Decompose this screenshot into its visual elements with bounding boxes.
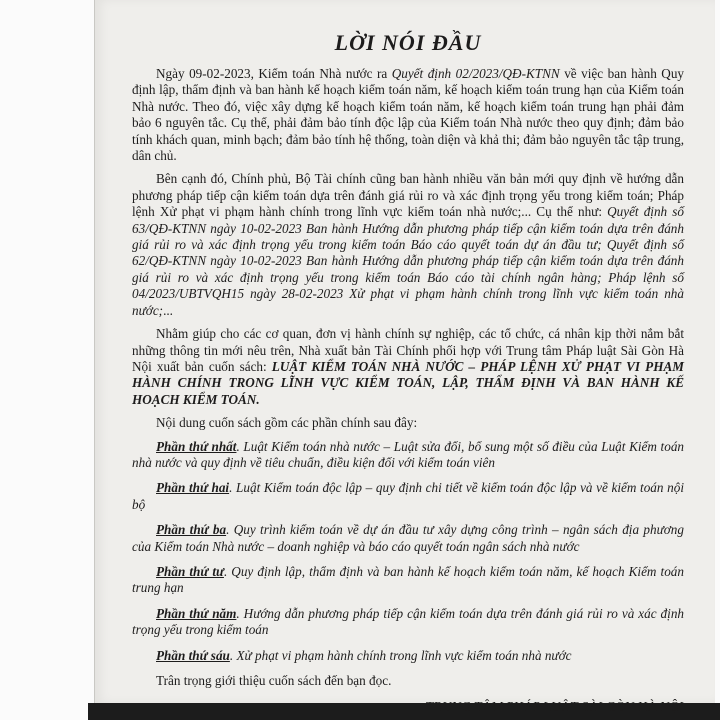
part-label: Phần thứ sáu: [156, 647, 230, 663]
book-title: LUẬT KIỂM TOÁN NHÀ NƯỚC – PHÁP LỆNH XỬ PHẠT VI PHẠM HÀNH CHÍNH TRONG LĨNH VỰC KIỂM TOÁN, LẬP, THẨM ĐỊNH VÀ BAN HÀNH KẾ HOẠCH KIỂM TOÁN.: [132, 358, 684, 407]
part-item: [132, 522, 684, 555]
part-text: . Hướng dẫn phương pháp tiếp cận kiểm toán dựa trên đánh giá rủi ro và xác định trọng yếu trong kiểm toán: [132, 605, 685, 638]
p1-text-c: về việc ban hành Quy định lập, thẩm định và ban hành kế hoạch kiểm toán năm, kế hoạch kiểm toán trung hạn của Kiểm toán Nhà nước. Theo đó, việc xây dựng kế hoạch kiểm toán năm, kế hoạch kiểm toán trung hạn phải đảm bảo 6 nguyên tắc. Cụ thể, phải đảm bảo tính độc lập của Kiểm toán Nhà nước theo quy định; đảm bảo tính khách quan, minh bạch; đảm bảo tính hệ thống, toàn diện và khả thi; đảm bảo nguyên tắc tập trung, dân chủ.: [132, 66, 685, 164]
part-item: [132, 648, 684, 664]
p2-document-list: Quyết định số 63/QĐ-KTNN ngày 10-02-2023 Ban hành Hướng dẫn phương pháp tiếp cận kiểm toán dựa trên đánh giá rủi ro và xác định trọng yếu trong kiểm toán Báo cáo quyết toán dự án đầu tư; Quyết định số 62/QĐ-KTNN ngày 10-02-2023 Ban hành Hướng dẫn phương pháp tiếp cận kiểm toán dựa trên đánh giá rủi ro và xác định trọng yếu trong kiểm toán Báo cáo tài chính ngân hàng; Pháp lệnh số 04/2023/UBTVQH15 ngày 28-02-2023 Xử phạt vi phạm hành chính trong lĩnh vực kiểm toán nhà nước;: [132, 204, 684, 318]
paragraph-4: Nội dung cuốn sách gồm các phần chính sau đây:: [156, 415, 418, 431]
paragraph-2: [132, 171, 684, 319]
part-item: [132, 439, 684, 472]
part-label: Phần thứ ba: [156, 522, 227, 538]
part-item: [132, 564, 684, 597]
part-text: . Quy trình kiểm toán về dự án đầu tư xây dựng công trình – ngân sách địa phương của Kiểm toán Nhà nước – doanh nghiệp và báo cáo quyết toán ngân sách nhà nước: [132, 522, 684, 554]
part-label: Phần thứ tư: [156, 563, 224, 579]
part-item: [132, 606, 684, 639]
part-label: Phần thứ hai: [156, 480, 230, 496]
part-text: . Luật Kiểm toán độc lập – quy định chi tiết về kiểm toán độc lập và về kiểm toán nội bộ: [132, 480, 684, 512]
part-text: . Luật Kiểm toán nhà nước – Luật sửa đổi, bổ sung một số điều của Luật Kiểm toán nhà nước và quy định về tiêu chuẩn, điều kiện đối với kiểm toán viên: [132, 438, 685, 470]
part-item: [132, 480, 684, 513]
signature: TRUNG TÂM PHÁP LUẬT SÀI GÒN HÀ NỘI: [425, 699, 684, 715]
page-title: LỜI NÓI ĐẦU: [334, 30, 482, 55]
page-content: [132, 30, 684, 723]
paragraph-3: [132, 326, 684, 408]
p2-text-a: Bên cạnh đó, Chính phủ, Bộ Tài chính cũng ban hành nhiều văn bản mới quy định về hướng dẫn phương pháp tiếp cận kiểm toán dựa trên đánh giá rủi ro và xác định trọng yếu trong kiểm toán; Pháp lệnh Xử phạt vi phạm hành chính trong lĩnh vực kiểm toán nhà nước;... Cụ thể như:: [132, 171, 684, 220]
p2-text-c: ...: [163, 302, 173, 318]
part-label: Phần thứ nhất: [156, 438, 237, 454]
p1-text-a: Ngày 09-02-2023, Kiểm toán Nhà nước ra: [156, 66, 392, 81]
part-label: Phần thứ năm: [156, 605, 237, 621]
part-text: . Xử phạt vi phạm hành chính trong lĩnh vực kiểm toán nhà nước: [229, 647, 572, 663]
part-text: . Quy định lập, thẩm định và ban hành kế hoạch kiểm toán năm, kế hoạch Kiểm toán trung hạn: [132, 563, 684, 596]
closing-line: Trân trọng giới thiệu cuốn sách đến bạn đọc.: [156, 673, 392, 688]
p3-text-a: Nhằm giúp cho các cơ quan, đơn vị hành chính sự nghiệp, các tổ chức, cá nhân kịp thời nắm bắt những thông tin mới nêu trên, Nhà xuất bản Tài Chính phối hợp với Trung tâm Pháp luật Sài Gòn Hà Nội xuất bản cuốn sách:: [132, 326, 684, 374]
paragraph-1: [132, 66, 684, 164]
p1-decision-ref: Quyết định 02/2023/QĐ-KTNN: [391, 66, 560, 81]
